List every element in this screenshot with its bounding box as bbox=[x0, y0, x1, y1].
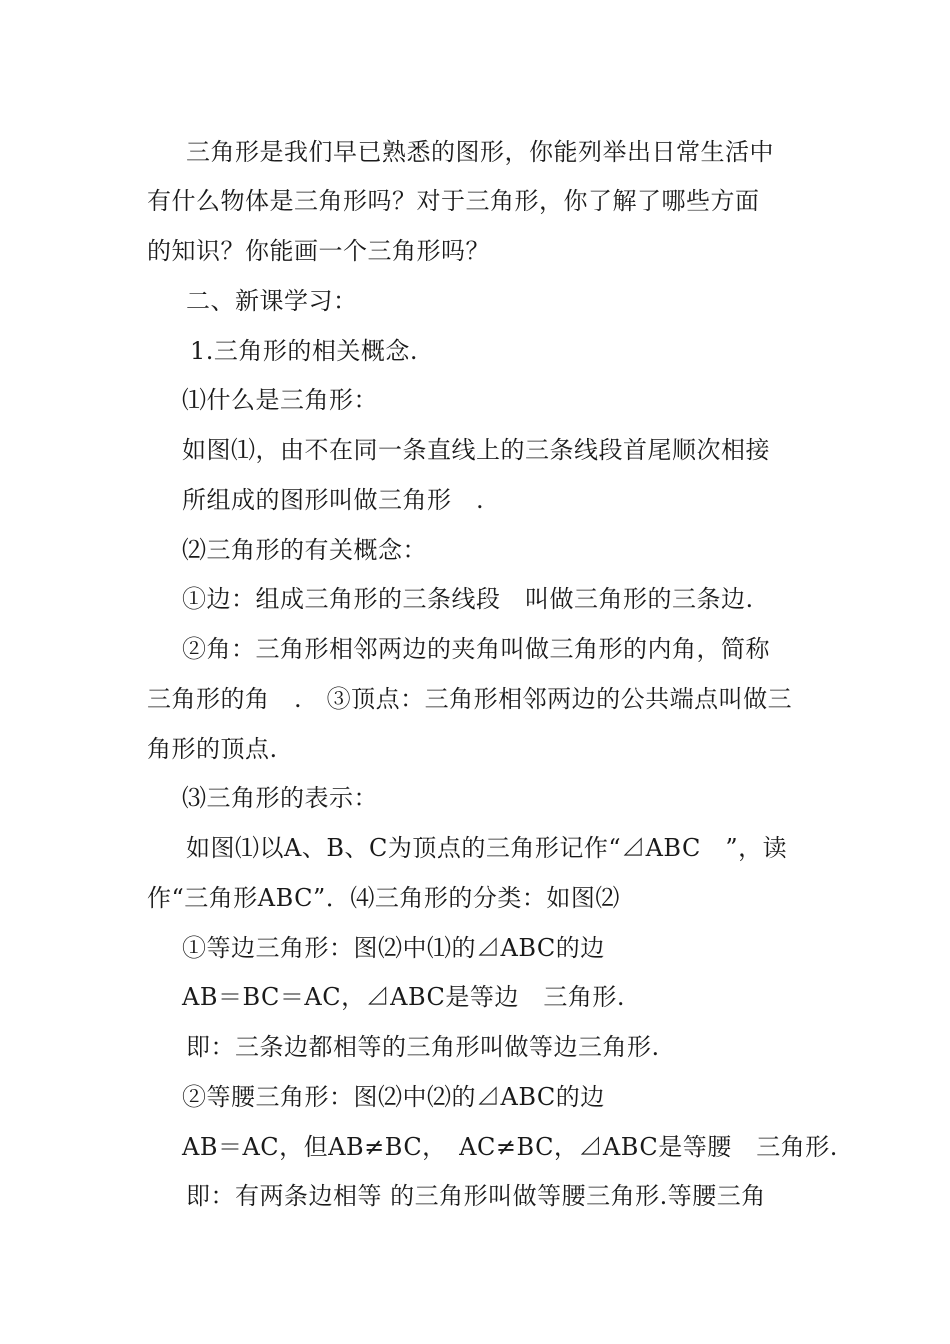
concept-angle-line-1: ②角：三角形相邻两边的夹角叫做三角形的内角，简称 bbox=[182, 635, 770, 663]
notation-line-1: 如图⑴以A、B、C为顶点的三角形记作“⊿ABC ”，读 bbox=[186, 834, 788, 862]
concept-angle-line-2: 三角形的角 . ③顶点：三角形相邻两边的公共端点叫做三 bbox=[147, 685, 793, 713]
section-heading: 二、新课学习： bbox=[186, 287, 358, 315]
item-heading-3: ⑶三角形的表示： bbox=[182, 784, 378, 812]
isosceles-line-2: AB＝AC，但AB≠BC， AC≠BC，⊿ABC是等腰 三角形. bbox=[182, 1133, 838, 1161]
isosceles-definition: 即：有两条边相等 的三角形叫做等腰三角形.等腰三角 bbox=[186, 1182, 766, 1210]
definition-line-2: 所组成的图形叫做三角形 . bbox=[182, 486, 485, 514]
equilateral-line-2: AB＝BC＝AC，⊿ABC是等边 三角形. bbox=[182, 983, 626, 1011]
isosceles-line-1: ②等腰三角形：图⑵中⑵的⊿ABC的边 bbox=[182, 1083, 605, 1111]
notation-line-2: 作“三角形ABC”．⑷三角形的分类：如图⑵ bbox=[147, 884, 620, 912]
equilateral-definition: 即：三条边都相等的三角形叫做等边三角形. bbox=[186, 1033, 660, 1061]
item-heading-1: ⑴什么是三角形： bbox=[182, 386, 378, 414]
subsection-heading: 1.三角形的相关概念. bbox=[190, 337, 419, 365]
paragraph-line-3: 的知识？你能画一个三角形吗？ bbox=[147, 237, 490, 265]
item-heading-2: ⑵三角形的有关概念： bbox=[182, 536, 427, 564]
definition-line-1: 如图⑴，由不在同一条直线上的三条线段首尾顺次相接 bbox=[182, 436, 770, 464]
paragraph-line-2: 有什么物体是三角形吗？对于三角形，你了解了哪些方面 bbox=[147, 187, 760, 215]
equilateral-line-1: ①等边三角形：图⑵中⑴的⊿ABC的边 bbox=[182, 934, 605, 962]
paragraph-line-1: 三角形是我们早已熟悉的图形，你能列举出日常生活中 bbox=[186, 138, 774, 166]
concept-side: ①边：组成三角形的三条线段 叫做三角形的三条边. bbox=[182, 585, 754, 613]
concept-vertex-line: 角形的顶点. bbox=[147, 735, 278, 763]
